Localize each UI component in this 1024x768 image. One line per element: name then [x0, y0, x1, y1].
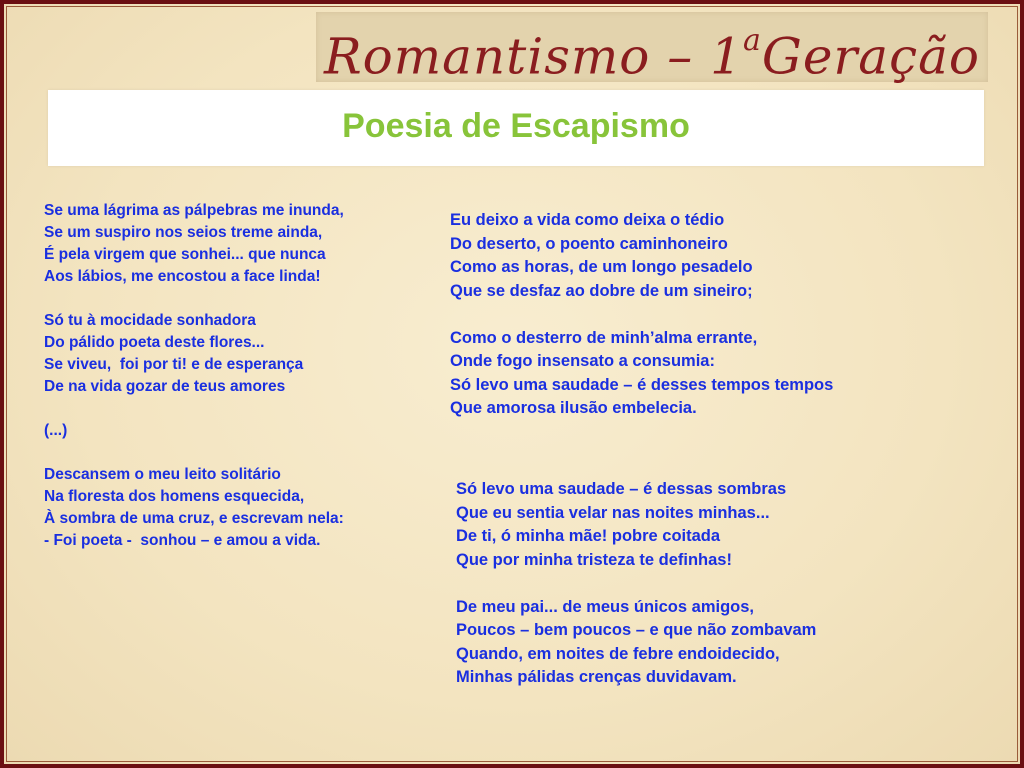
poem-line: Na floresta dos homens esquecida,	[44, 488, 305, 505]
poem-line: Se uma lágrima as pálpebras me inunda,	[44, 202, 344, 219]
title-main: Romantismo – 1	[323, 27, 743, 86]
stanza	[44, 464, 424, 552]
poem-line: Que por minha tristeza te definhas!	[456, 550, 732, 569]
slide-title	[316, 12, 988, 86]
stanza	[44, 420, 424, 442]
poem-line: - Foi poeta - sonhou – e amou a vida.	[44, 532, 321, 549]
poem-line: Eu deixo a vida como deixa o tédio	[450, 211, 725, 229]
poem-line: Só tu à mocidade sonhadora	[44, 312, 256, 329]
poem-line: Poucos – bem poucos – e que não zombavam	[456, 621, 817, 639]
poem-line: De meu pai... de meus únicos amigos,	[456, 597, 754, 616]
stanza	[450, 209, 970, 303]
stanza	[450, 327, 970, 421]
stanza	[44, 200, 424, 288]
poem-line: De ti, ó minha mãe! pobre coitada	[456, 527, 721, 545]
poem-line: Só levo uma saudade – é dessas sombras	[456, 480, 787, 498]
poem-line: Que se desfaz ao dobre de um sineiro;	[450, 281, 753, 300]
poem-line: Que amorosa ilusão embelecia.	[450, 399, 697, 417]
subtitle: Poesia de Escapismo	[342, 107, 690, 145]
poem-line: Minhas pálidas crenças duvidavam.	[456, 668, 737, 686]
poem-line: De na vida gozar de teus amores	[44, 378, 286, 395]
poem-line: Que eu sentia velar nas noites minhas...	[456, 503, 770, 522]
poem-line: Como o desterro de minh’alma errante,	[450, 328, 758, 347]
poem-line: Se viveu, foi por ti! e de esperança	[44, 356, 304, 373]
header-band	[316, 12, 988, 86]
poem-line: Se um suspiro nos seios treme ainda,	[44, 224, 323, 241]
stanza	[456, 596, 976, 690]
poem-line: Onde fogo insensato a consumia:	[450, 352, 715, 370]
stanza	[44, 310, 424, 398]
poem-left	[44, 200, 424, 574]
poem-line: À sombra de uma cruz, e escrevam nela:	[44, 510, 344, 527]
poem-line: Só levo uma saudade – é desses tempos tempos	[450, 375, 834, 394]
poem-line: É pela virgem que sonhei... que nunca	[44, 246, 326, 263]
poem-line: Aos lábios, me encostou a face linda!	[44, 268, 321, 285]
poem-line: Quando, em noites de febre endoidecido,	[456, 644, 780, 663]
title-superscript: a	[742, 23, 762, 58]
subtitle-box	[48, 90, 984, 166]
title-end: Geração	[761, 27, 981, 86]
stanza	[456, 478, 976, 572]
poem-line: Descansem o meu leito solitário	[44, 466, 281, 483]
poem-line: Como as horas, de um longo pesadelo	[450, 258, 753, 276]
poem-line: (...)	[44, 422, 68, 439]
poem-line: Do pálido poeta deste flores...	[44, 334, 265, 351]
poem-right-top	[450, 209, 970, 444]
poem-right-bottom	[456, 478, 976, 713]
poem-line: Do deserto, o poento caminhoneiro	[450, 234, 728, 253]
